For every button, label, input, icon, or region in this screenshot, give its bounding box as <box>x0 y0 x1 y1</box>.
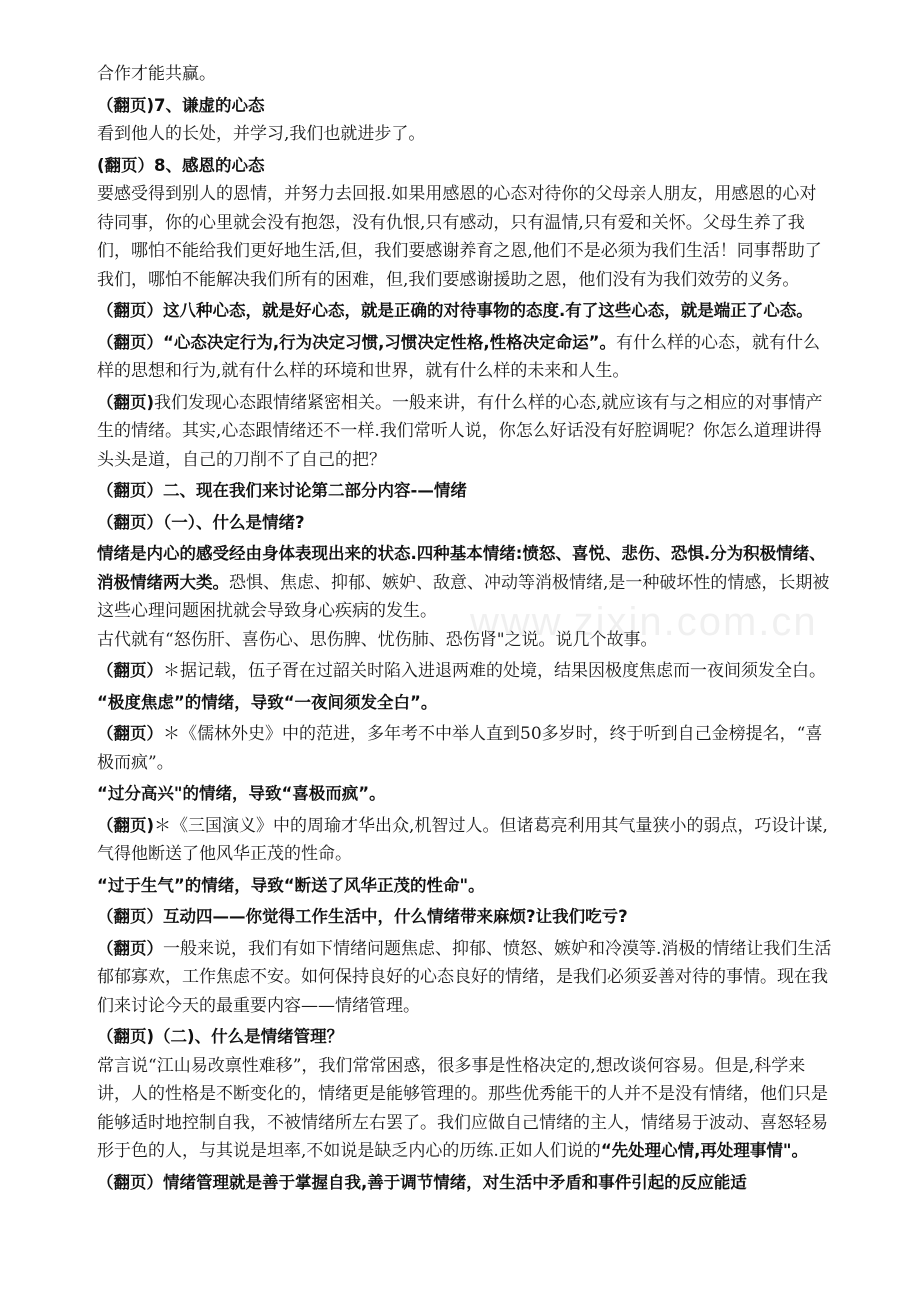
paragraph-10 <box>97 509 833 538</box>
bold-text: （翻页) <box>97 392 155 412</box>
body-text: 合作才能共赢。 <box>97 64 216 84</box>
paragraph-1 <box>97 60 833 89</box>
bold-text: （翻页） <box>97 724 163 743</box>
bold-text: （翻页）互动四——你觉得工作生活中，什么情绪带来麻烦?让我们吃亏? <box>97 907 628 926</box>
paragraph-2 <box>97 92 833 121</box>
paragraph-18 <box>97 872 833 901</box>
paragraph-19 <box>97 903 833 932</box>
bold-text: （翻页）二、现在我们来讨论第二部分内容-—情绪 <box>97 481 467 500</box>
bold-text: “极度焦虑”的情绪，导致“一夜间须发全白”。 <box>97 692 438 712</box>
body-text: ＊《三国演义》中的周瑜才华出众,机智过人。但诸葛亮利用其气量狭小的弱点，巧设计谋,气得他断送了他风华正茂的性命。 <box>97 815 828 864</box>
bold-text: （翻页） <box>97 661 163 680</box>
paragraph-12 <box>97 626 833 655</box>
paragraph-15 <box>97 720 833 777</box>
paragraph-17 <box>97 812 833 869</box>
bold-text: “先处理心情,再处理事情"。 <box>600 1141 809 1160</box>
body-text: 一般来说，我们有如下情绪问题焦虑、抑郁、愤怒、嫉妒和冷漠等.消极的情绪让我们生活郁郁寡欢，工作焦虑不安。如何保持良好的心态良好的情绪，是我们必须妥善对待的事情。现在我们来讨论今天的最重要内容——情绪管理。 <box>97 938 832 1016</box>
body-text: 要感受得到别人的恩情，并努力去回报.如果用感恩的心态对待你的父母亲人朋友，用感恩的心对待同事，你的心里就会没有抱怨，没有仇恨,只有感动，只有温情,只有爱和关怀。父母生养了我们，哪怕不能给我们更好地生活,但，我们要感谢养育之恩,他们不是必须为我们生活！同事帮助了我们，哪怕不能解决我们所有的困难，但,我们要感谢援助之恩，他们没有为我们效劳的义务。 <box>97 184 822 290</box>
watermark: www.zixin.com.cn <box>470 600 818 644</box>
paragraph-5 <box>97 180 833 294</box>
bold-text: （翻页）这八种心态，就是好心态，就是正确的对待事物的态度.有了这些心态，就是端正了心态。 <box>97 301 813 320</box>
bold-text: （翻页）“心态决定行为,行为决定习惯,习惯决定性格,性格决定命运”。 <box>97 332 616 352</box>
bold-text: 情绪是内心的感受经由身体表现出来的状态.四种基本情绪:愤怒、喜悦、悲伤、恐惧.分为积极情绪、消极情绪两大类。 <box>97 544 826 592</box>
body-text: 看到他人的长处，并学习,我们也就进步了。 <box>97 124 426 144</box>
paragraph-20 <box>97 935 833 1021</box>
paragraph-16 <box>97 780 833 809</box>
bold-text: （翻页）（一）、什么是情绪? <box>97 512 305 532</box>
paragraph-8 <box>97 389 833 475</box>
bold-text: “过于生气”的情绪，导致“断送了风华正茂的性命"。 <box>97 875 485 895</box>
paragraph-4 <box>97 152 833 181</box>
paragraph-9 <box>97 477 833 506</box>
paragraph-13 <box>97 657 833 686</box>
body-text: 恐惧、焦虑、抑郁、嫉妒、敌意、冲动等消极情绪,是一种破坏性的情感，长期被这些心理问题困扰就会导致身心疾病的发生。 <box>97 572 830 621</box>
paragraph-7 <box>97 329 833 386</box>
bold-text: （翻页） <box>97 938 163 958</box>
paragraph-23 <box>97 1169 833 1198</box>
bold-text: （翻页) <box>97 815 155 835</box>
bold-text: （翻页)（二)、什么是情绪管理？ <box>97 1027 344 1046</box>
body-text: ＊《儒林外史》中的范进，多年考不中举人直到50多岁时，终于听到自己金榜提名，“喜极而疯”。 <box>97 724 823 773</box>
bold-text: (翻页）8、感恩的心态 <box>97 155 265 175</box>
bold-text: （翻页）情绪管理就是善于掌握自我,善于调节情绪，对生活中矛盾和事件引起的反应能适 <box>97 1172 747 1192</box>
body-text: 我们发现心态跟情绪紧密相关。一般来讲，有什么样的心态,就应该有与之相应的对事情产生的情绪。其实,心态跟情绪还不一样.我们常听人说，你怎么好话没有好腔调呢？你怎么道理讲得头头是道，自己的刀削不了自己的把？ <box>97 392 823 470</box>
body-text: 有什么样的心态，就有什么样的思想和行为,就有什么样的环境和世界，就有什么样的未来和人生。 <box>97 332 820 381</box>
bold-text: “过分高兴"的情绪，导致“喜极而疯”。 <box>97 784 386 803</box>
paragraph-22 <box>97 1052 833 1166</box>
paragraph-6 <box>97 297 833 326</box>
body-text: ＊据记载，伍子胥在过韶关时陷入进退两难的处境，结果因极度焦虑而一夜间须发全白。 <box>163 661 826 681</box>
body-text: 常言说“江山易改禀性难移”，我们常常困惑，很多事是性格决定的,想改谈何容易。但是,科学来讲，人的性格是不断变化的，情绪更是能够管理的。那些优秀能干的人并不是没有情绪，他们只是能够适时地控制自我，不被情绪所左右罢了。我们应做自己情绪的主人，情绪易于波动、喜怒轻易形于色的人，与其说是坦率,不如说是缺乏内心的历练.正如人们说的 <box>97 1055 828 1161</box>
paragraph-3 <box>97 120 833 149</box>
document-body <box>97 60 833 1197</box>
paragraph-11 <box>97 540 833 626</box>
paragraph-14 <box>97 689 833 718</box>
bold-text: （翻页)7、谦虚的心态 <box>97 95 265 115</box>
body-text: 古代就有“怒伤肝、喜伤心、思伤脾、忧伤肺、恐伤肾"之说。说几个故事。 <box>97 629 658 650</box>
paragraph-21 <box>97 1023 833 1052</box>
